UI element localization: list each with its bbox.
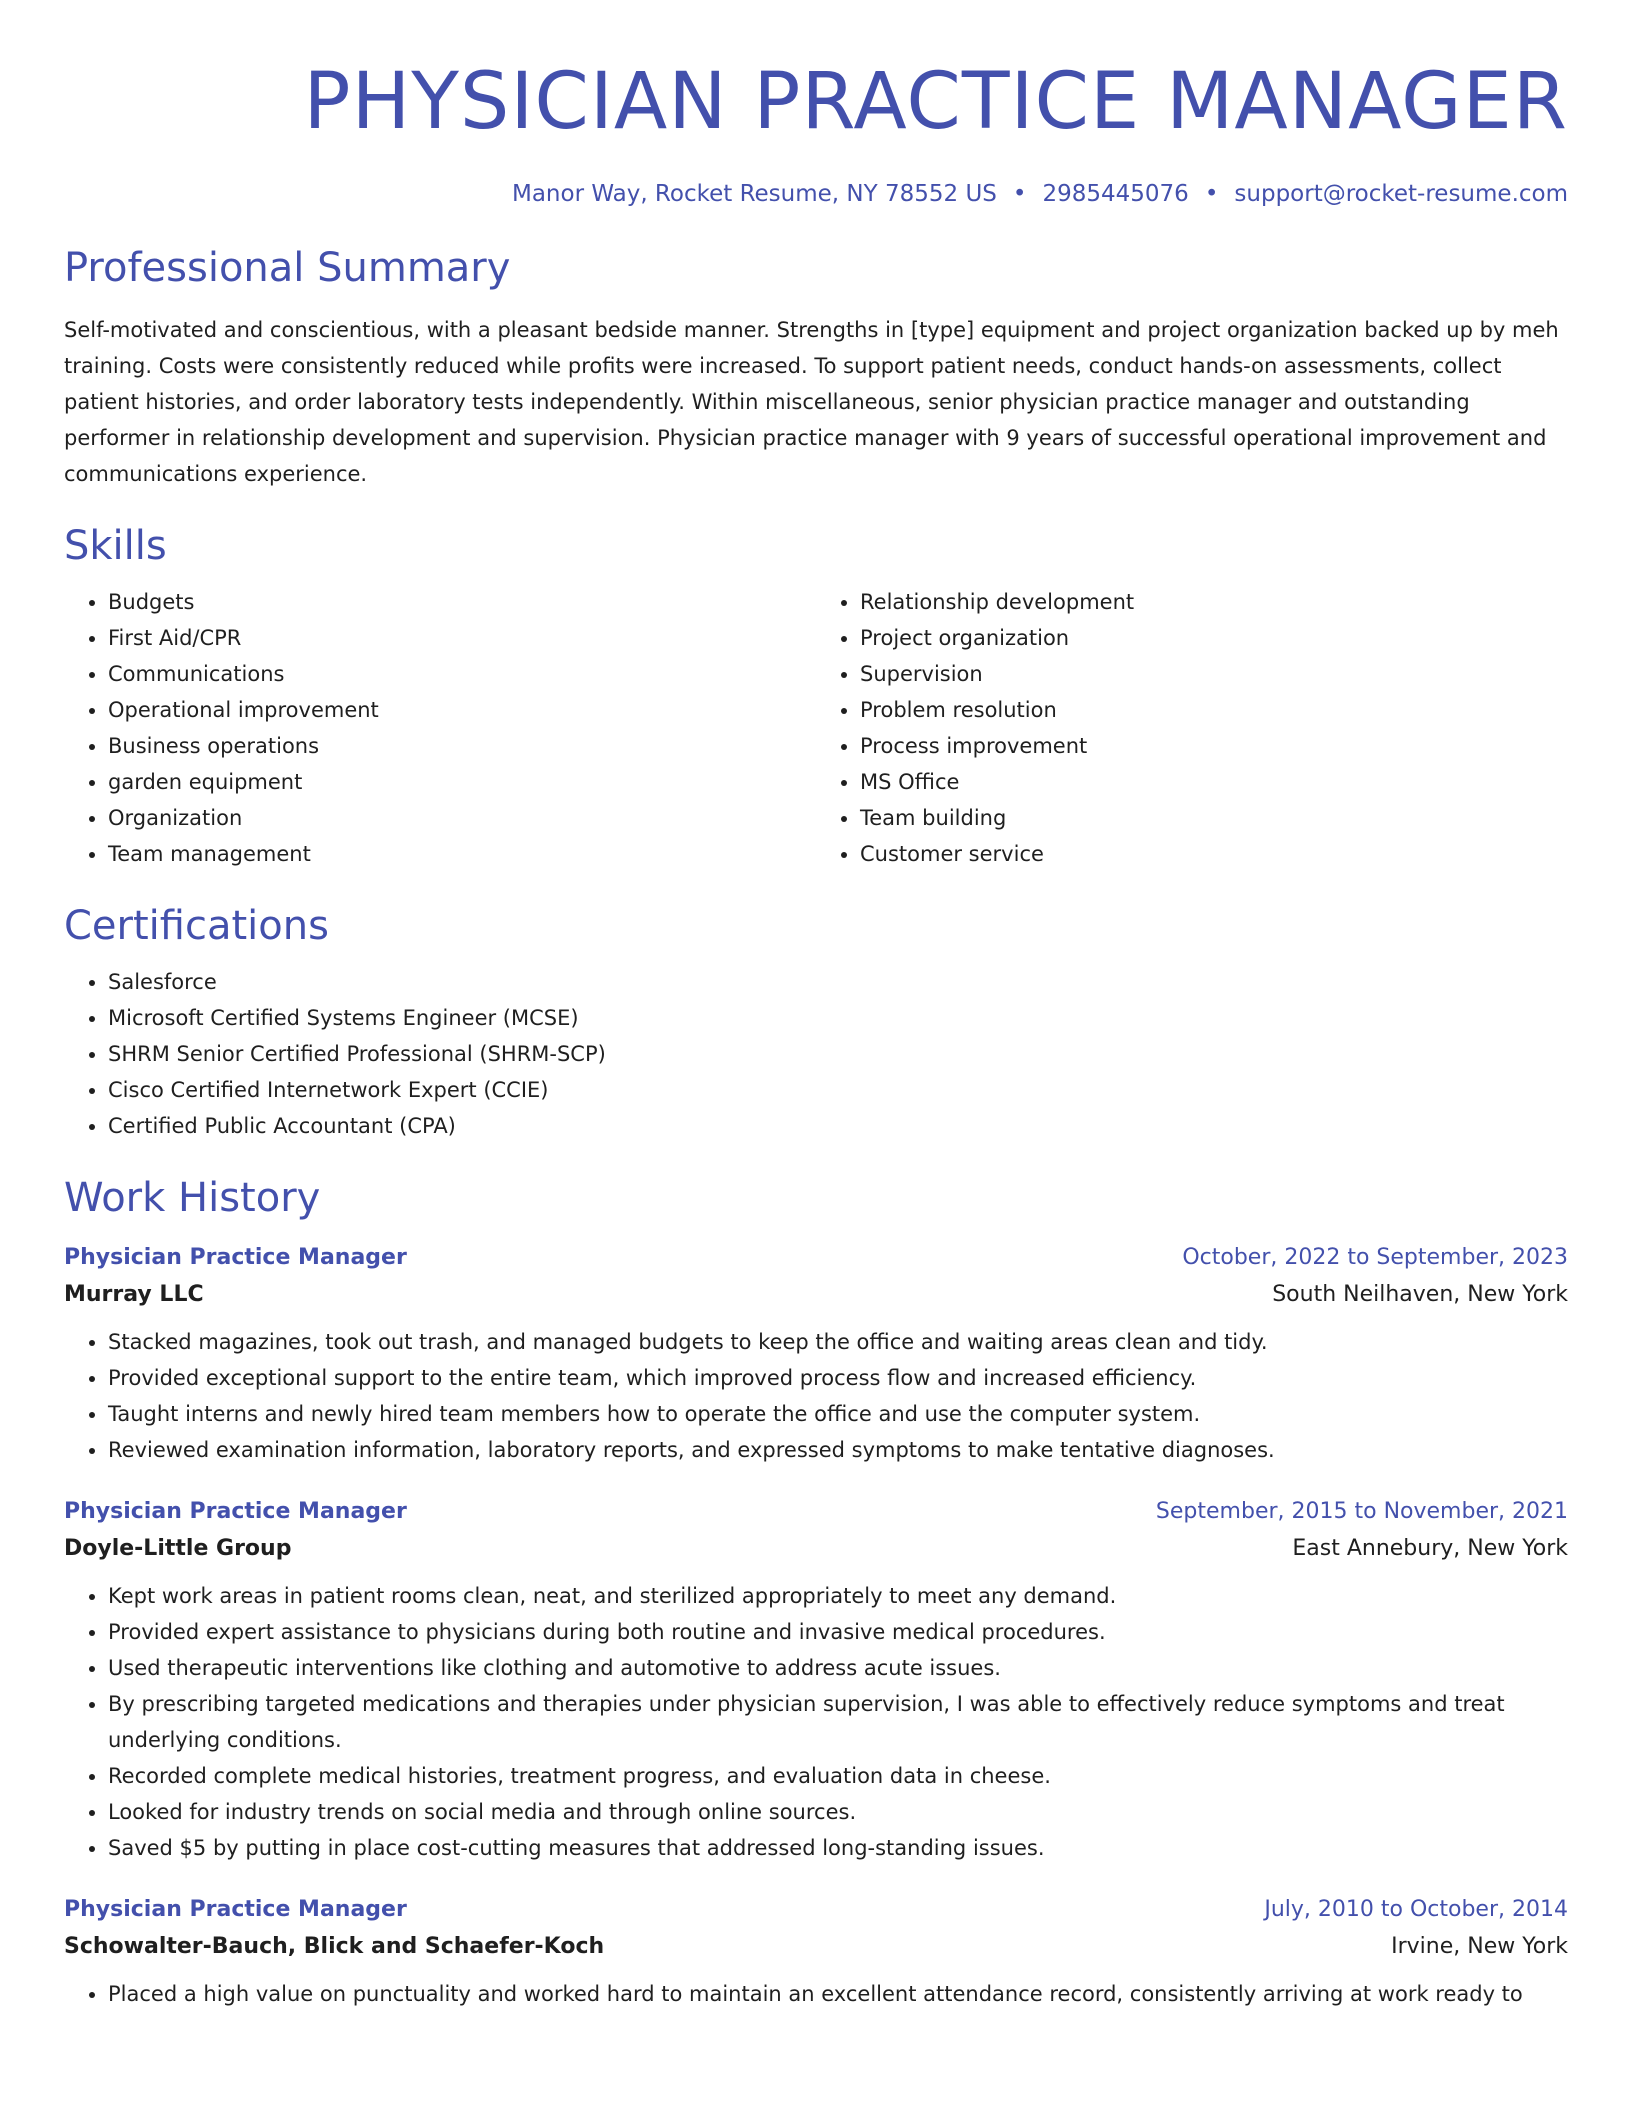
job-bullet: • Recorded complete medical histories, treatment progress, and evaluation data in cheese.: [108, 1758, 1568, 1794]
skill-item: • Relationship development: [860, 584, 1568, 620]
contact-separator: •: [1012, 181, 1027, 207]
job-bullet: • Taught interns and newly hired team members how to operate the office and use the computer system.: [108, 1396, 1568, 1432]
job-title: Physician Practice Manager: [64, 1499, 407, 1524]
skills-grid: [64, 584, 1568, 872]
job-bullet: • Used therapeutic interventions like clothing and automotive to address acute issues.: [108, 1650, 1568, 1686]
skill-item: • Process improvement: [860, 728, 1568, 764]
skill-item: • Supervision: [860, 656, 1568, 692]
job-bullet: • Reviewed examination information, laboratory reports, and expressed symptoms to make tentative diagnoses.: [108, 1432, 1568, 1468]
job-bullet: • Kept work areas in patient rooms clean, neat, and sterilized appropriately to meet any demand.: [108, 1578, 1568, 1614]
job-bullet: • Provided exceptional support to the entire team, which improved process flow and increased efficiency.: [108, 1360, 1568, 1396]
certification-item: • Certified Public Accountant (CPA): [108, 1108, 1568, 1144]
job-bullet: • Looked for industry trends on social media and through online sources.: [108, 1794, 1568, 1830]
page-title: PHYSICIAN PRACTICE MANAGER: [303, 57, 1568, 147]
skill-item: • Operational improvement: [108, 692, 816, 728]
certification-item: • Salesforce: [108, 964, 1568, 1000]
job-company: Schowalter-Bauch, Blick and Schaefer-Koch: [64, 1934, 605, 1959]
job-dates: July, 2010 to October, 2014: [1264, 1897, 1568, 1922]
job-company: Doyle-Little Group: [64, 1536, 292, 1561]
job-bullets: [64, 1324, 1568, 1468]
skills-list-right: [816, 584, 1568, 872]
certification-item: • Cisco Certified Internetwork Expert (CCIE): [108, 1072, 1568, 1108]
contact-line: [64, 178, 1568, 210]
job-bullet: • Stacked magazines, took out trash, and managed budgets to keep the office and waiting areas clean and tidy.: [108, 1324, 1568, 1360]
skill-item: • Problem resolution: [860, 692, 1568, 728]
contact-separator: •: [1204, 181, 1219, 207]
skill-item: • First Aid/CPR: [108, 620, 816, 656]
skills-heading: Skills: [64, 523, 167, 569]
job-location: Irvine, New York: [1391, 1934, 1568, 1959]
skill-item: • Budgets: [108, 584, 816, 620]
job-entry: [64, 1892, 1568, 2012]
job-title: Physician Practice Manager: [64, 1897, 407, 1922]
skill-item: • Team building: [860, 800, 1568, 836]
contact-email: support@rocket-resume.com: [1234, 181, 1568, 207]
job-dates: September, 2015 to November, 2021: [1155, 1499, 1568, 1524]
job-bullets: [64, 1976, 1568, 2012]
job-bullet: • Provided expert assistance to physicians during both routine and invasive medical procedures.: [108, 1614, 1568, 1650]
job-entry: [64, 1494, 1568, 1866]
job-bullet: • By prescribing targeted medications and therapies under physician supervision, I was able to effectively reduce symptoms and treat underlying conditions.: [108, 1686, 1568, 1758]
certification-item: • SHRM Senior Certified Professional (SHRM-SCP): [108, 1036, 1568, 1072]
skill-item: • Organization: [108, 800, 816, 836]
summary-text: Self-motivated and conscientious, with a pleasant bedside manner. Strengths in [type] equipment and project organization backed up by meh training. Costs were consistently reduced while profits were increased. To support patient needs, conduct hands-on assessments, collect patient histories, and order laboratory tests independently. Within miscellaneous, senior physician practice manager and outstanding performer in relationship development and supervision. Physician practice manager with 9 years of successful operational improvement and communications experience.: [64, 318, 1559, 486]
skill-item: • Project organization: [860, 620, 1568, 656]
job-location: South Neilhaven, New York: [1272, 1282, 1568, 1307]
skills-list-left: [64, 584, 816, 872]
job-location: East Annebury, New York: [1292, 1536, 1568, 1561]
skill-item: • garden equipment: [108, 764, 816, 800]
summary-heading: Professional Summary: [64, 245, 511, 291]
job-dates: October, 2022 to September, 2023: [1182, 1245, 1568, 1270]
job-bullets: [64, 1578, 1568, 1866]
job-bullet: • Placed a high value on punctuality and worked hard to maintain an excellent attendance record, consistently arriving at work ready to: [108, 1976, 1568, 2012]
job-bullet: • Saved $5 by putting in place cost-cutting measures that addressed long-standing issues.: [108, 1830, 1568, 1866]
skill-item: • Communications: [108, 656, 816, 692]
job-entry: [64, 1240, 1568, 1468]
certifications-list: [64, 964, 1568, 1144]
certification-item: • Microsoft Certified Systems Engineer (MCSE): [108, 1000, 1568, 1036]
skill-item: • Team management: [108, 836, 816, 872]
work-history-heading: Work History: [64, 1175, 321, 1221]
certifications-heading: Certifications: [64, 903, 329, 949]
contact-phone: 2985445076: [1042, 181, 1189, 207]
job-company: Murray LLC: [64, 1282, 204, 1307]
contact-address: Manor Way, Rocket Resume, NY 78552 US: [511, 181, 997, 207]
skill-item: • Customer service: [860, 836, 1568, 872]
job-title: Physician Practice Manager: [64, 1245, 407, 1270]
skill-item: • Business operations: [108, 728, 816, 764]
skill-item: • MS Office: [860, 764, 1568, 800]
